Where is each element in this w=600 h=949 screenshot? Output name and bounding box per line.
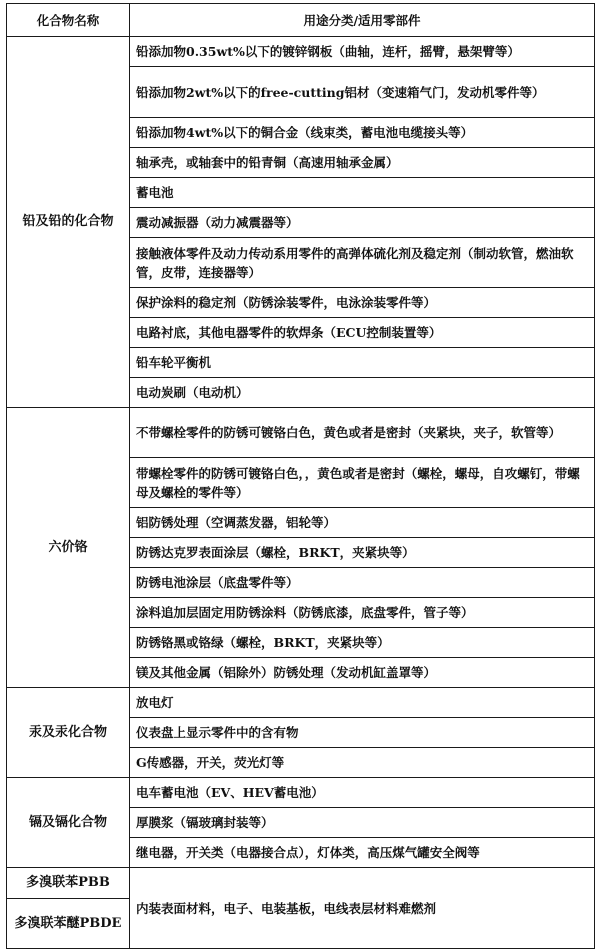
table-header-row <box>7 4 595 37</box>
usage-cell: 铅添加物2wt%以下的free-cutting铝材（变速箱气门，发动机零件等） <box>130 67 595 118</box>
usage-cell: 镁及其他金属（铝除外）防锈处理（发动机缸盖罩等） <box>130 658 595 688</box>
usage-cell: 涂料追加层固定用防锈涂料（防锈底漆，底盘零件，管子等） <box>130 598 595 628</box>
compound-cell: 六价铬 <box>7 408 130 688</box>
usage-cell: 铅添加物0.35wt%以下的镀锌钢板（曲轴，连杆，摇臂，悬架臂等） <box>130 37 595 67</box>
usage-cell: 铅添加物4wt%以下的铜合金（线束类，蓄电池电缆接头等） <box>130 118 595 148</box>
compound-cell: 多溴联苯醚PBDE <box>7 899 130 949</box>
compound-cell: 铅及铅的化合物 <box>7 37 130 408</box>
table-row <box>7 778 595 808</box>
usage-cell: 放电灯 <box>130 688 595 718</box>
usage-cell: 轴承壳，或轴套中的铅青铜（高速用轴承金属） <box>130 148 595 178</box>
compound-cell: 镉及镉化合物 <box>7 778 130 868</box>
usage-cell: 带螺栓零件的防锈可镀铬白色，，黄色或者是密封（螺栓，螺母，自攻螺钉，带螺母及螺栓的零件等） <box>130 458 595 508</box>
usage-cell: 防锈铬黑或铬绿（螺栓，BRKT，夹紧块等） <box>130 628 595 658</box>
header-compound-name: 化合物名称 <box>7 4 130 37</box>
usage-cell: 电路衬底，其他电器零件的软焊条（ECU控制装置等） <box>130 318 595 348</box>
table-row <box>7 688 595 718</box>
usage-cell: 电动炭刷（电动机） <box>130 378 595 408</box>
usage-cell: 内装表面材料，电子、电装基板，电线表层材料难燃剂 <box>130 868 595 949</box>
usage-cell: 防锈电池涂层（底盘零件等） <box>130 568 595 598</box>
usage-cell: 铝防锈处理（空调蒸发器，铝轮等） <box>130 508 595 538</box>
usage-cell: 电车蓄电池（EV、HEV蓄电池） <box>130 778 595 808</box>
usage-cell: 接触液体零件及动力传动系用零件的高弹体硫化剂及稳定剂（制动软管，燃油软管，皮带，连接器等） <box>130 238 595 288</box>
table-row <box>7 37 595 67</box>
usage-cell: 继电器，开关类（电器接合点），灯体类，高压煤气罐安全阀等 <box>130 838 595 868</box>
compound-cell: 多溴联苯PBB <box>7 868 130 899</box>
usage-cell: 仪表盘上显示零件中的含有物 <box>130 718 595 748</box>
compound-usage-table <box>6 3 595 949</box>
usage-cell: 保护涂料的稳定剂（防锈涂装零件，电泳涂装零件等） <box>130 288 595 318</box>
table-row <box>7 408 595 458</box>
usage-cell: 厚膜浆（镉玻璃封装等） <box>130 808 595 838</box>
usage-cell: 震动减振器（动力减震器等） <box>130 208 595 238</box>
document-page <box>6 3 594 949</box>
usage-cell: 蓄电池 <box>130 178 595 208</box>
header-usage-category: 用途分类/适用零部件 <box>130 4 595 37</box>
usage-cell: 铅车轮平衡机 <box>130 348 595 378</box>
usage-cell: 防锈达克罗表面涂层（螺栓，BRKT，夹紧块等） <box>130 538 595 568</box>
compound-cell: 汞及汞化合物 <box>7 688 130 778</box>
table-row <box>7 868 595 899</box>
usage-cell: 不带螺栓零件的防锈可镀铬白色，黄色或者是密封（夹紧块，夹子，软管等） <box>130 408 595 458</box>
usage-cell: G传感器，开关，荧光灯等 <box>130 748 595 778</box>
